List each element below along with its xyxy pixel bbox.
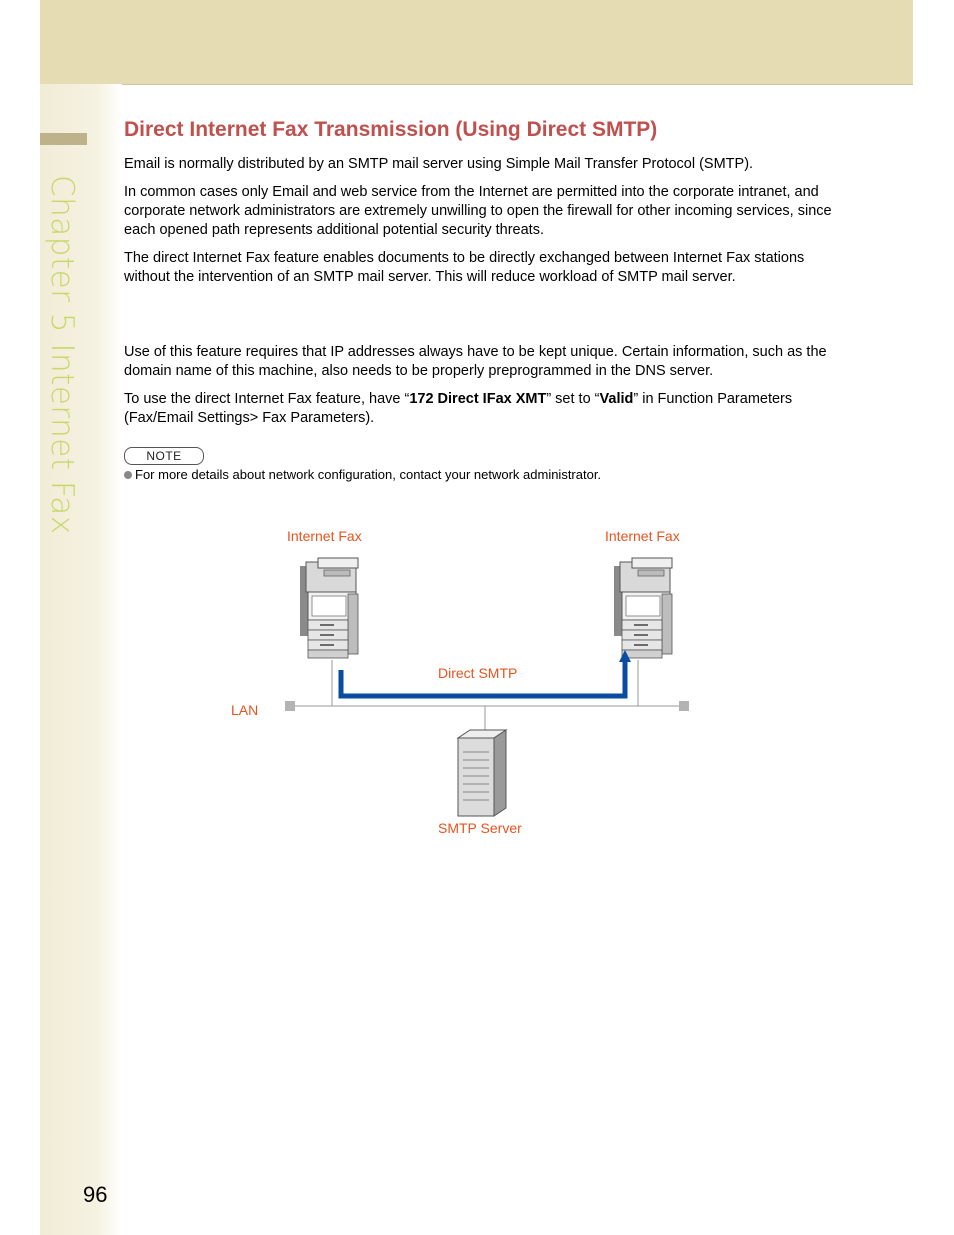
- page-number: 96: [83, 1182, 108, 1207]
- note-text: For more details about network configuration, contact your network administrator.: [135, 467, 602, 482]
- chapter-tab-marker: [40, 133, 87, 145]
- usage-value: Valid: [599, 391, 634, 407]
- paragraph-smtp-intro: Email is normally distributed by an SMTP mail server using Simple Mail Transfer Protocol (SMTP).: [124, 156, 754, 172]
- paragraph-ip-requirement: Use of this feature requires that IP addresses always have to be kept unique. Certain information, such as the domain name of this machine, also needs to be properly preprogrammed in the DNS server.: [124, 344, 827, 379]
- paragraph-firewall: In common cases only Email and web service from the Internet are permitted into the corporate intranet, and corporate network administrators are extremely unwilling to open the firewall for other incoming services, since each opened path represents additional potential security threats.: [124, 184, 832, 238]
- bullet-icon: [124, 471, 132, 479]
- usage-middle: ” set to “: [546, 391, 600, 407]
- lan-left-terminator: [285, 701, 295, 711]
- usage-prefix: To use the direct Internet Fax feature, have “: [124, 391, 410, 407]
- network-diagram: [220, 520, 700, 850]
- usage-suffix: ” in Function Parameters (Fax/Email Settings> Fax Parameters).: [124, 391, 793, 426]
- section-heading: Direct Internet Fax Transmission (Using Direct SMTP): [124, 118, 658, 141]
- left-device-label: Internet Fax: [287, 528, 362, 544]
- header-band: [40, 0, 913, 85]
- lan-right-terminator: [679, 701, 689, 711]
- note-badge: NOTE: [124, 447, 204, 465]
- chapter-label: Chapter 5 Internet Fax: [44, 175, 80, 535]
- usage-param: 172 Direct IFax XMT: [409, 391, 547, 407]
- right-fax-machine-icon: [614, 558, 672, 658]
- note-item: [124, 466, 601, 484]
- direct-smtp-label: Direct SMTP: [438, 665, 518, 681]
- left-fax-machine-icon: [300, 558, 358, 658]
- right-device-label: Internet Fax: [605, 528, 680, 544]
- paragraph-usage: [124, 390, 854, 428]
- smtp-server-label: SMTP Server: [438, 820, 522, 836]
- lan-label: LAN: [231, 702, 259, 718]
- smtp-server-icon: [458, 730, 506, 816]
- paragraph-direct-fax: The direct Internet Fax feature enables documents to be directly exchanged between Internet Fax stations without the intervention of an SMTP mail server. This will reduce workload of SMTP mail server.: [124, 250, 805, 285]
